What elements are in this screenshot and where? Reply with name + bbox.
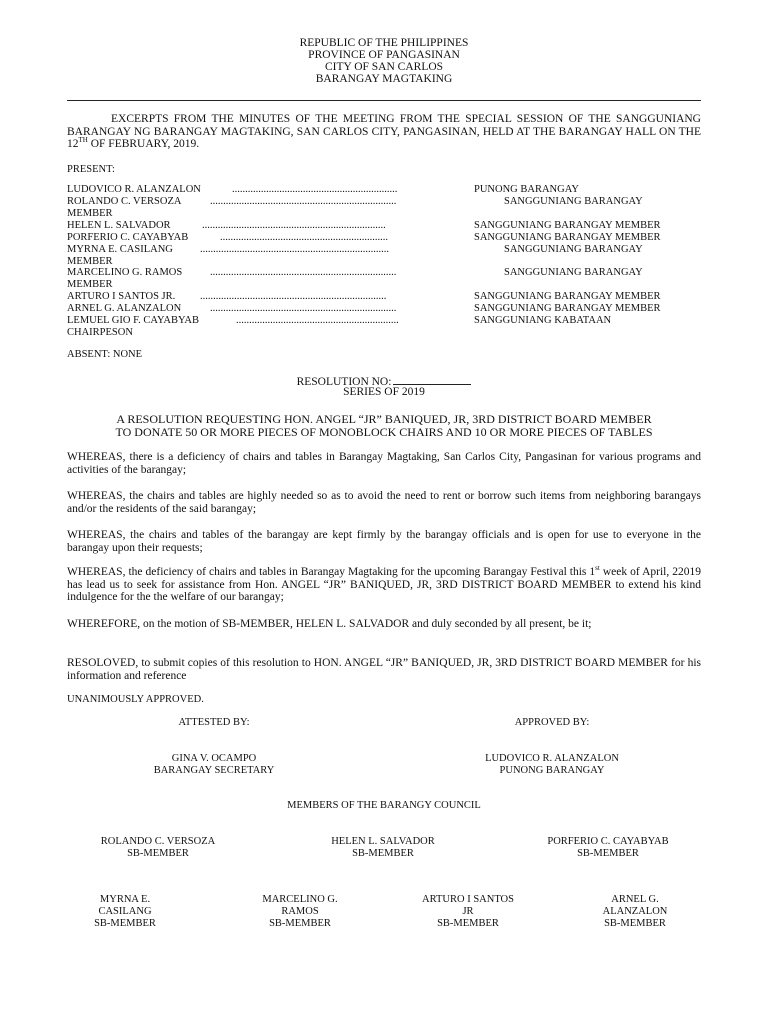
attendee-name: MYRNA E. CASILANG	[67, 244, 173, 255]
leader-dots: ........................................................................	[200, 244, 389, 255]
attendee-name: ROLANDO C. VERSOZA	[67, 196, 182, 207]
attendee-position-continued: MEMBER	[67, 208, 113, 219]
council-member-name: MYRNA E.	[99, 894, 151, 905]
leader-dots: .......................................................................	[210, 196, 397, 207]
header-divider	[67, 100, 701, 101]
council-member-name-continued: RAMOS	[281, 906, 319, 917]
council-member-name-continued: ALANZALON	[602, 906, 668, 917]
attendee-position: PUNONG BARANGAY	[474, 184, 579, 195]
captain-name: LUDOVICO R. ALANZALON	[485, 753, 619, 764]
resolution-title-line2: TO DONATE 50 OR MORE PIECES OF MONOBLOCK CHAIRS AND 10 OR MORE PIECES OF TABLES	[115, 425, 653, 439]
council-member-name: ARTURO I SANTOS	[422, 894, 514, 905]
leader-dots: ..............................................................	[236, 315, 399, 326]
resolution-title-line1: A RESOLUTION REQUESTING HON. ANGEL “JR” BANIQUED, JR, 3RD DISTRICT BOARD MEMBER	[116, 412, 652, 426]
attendee-position: SANGGUNIANG BARANGAY MEMBER	[474, 220, 661, 231]
attendee-name: ARTURO I SANTOS JR.	[67, 291, 176, 302]
council-member-name-continued: JR	[462, 906, 474, 917]
leader-dots: ......................................................................	[202, 220, 386, 231]
present-label: PRESENT:	[67, 164, 115, 175]
council-member-title: SB-MEMBER	[127, 848, 189, 859]
council-member-name: MARCELINO G.	[262, 894, 338, 905]
whereas-paragraph-2: WHEREAS, the chairs and tables are highly needed so as to avoid the need to rent or borrow such items from neighboring barangays and/or the residents of the said barangay;	[67, 490, 701, 515]
resolved-paragraph: RESOLOVED, to submit copies of this resolution to HON. ANGEL “JR” BANIQUED, JR, 3RD DISTRICT BOARD MEMBER for his information and reference	[67, 657, 701, 682]
leader-dots: .......................................................................	[210, 267, 397, 278]
leader-dots: .......................................................................	[200, 291, 387, 302]
attendee-position: SANGGUNIANG BARANGAY MEMBER	[474, 303, 661, 314]
header-province: PROVINCE OF PANGASINAN	[308, 49, 460, 61]
attendee-position: SANGGUNIANG BARANGAY MEMBER	[474, 291, 661, 302]
council-member-title: SB-MEMBER	[437, 918, 499, 929]
whereas-paragraph-3: WHEREAS, the chairs and tables of the barangay are kept firmly by the barangay officials and is open for use to everyone in the barangay upon their requests;	[67, 529, 701, 554]
council-member-name: HELEN L. SALVADOR	[331, 836, 435, 847]
attendee-name: PORFERIO C. CAYABYAB	[67, 232, 189, 243]
council-member-name: ARNEL G.	[611, 894, 659, 905]
council-member-name: PORFERIO C. CAYABYAB	[547, 836, 669, 847]
header-barangay: BARANGAY MAGTAKING	[315, 73, 453, 85]
council-member-title: SB-MEMBER	[352, 848, 414, 859]
attendee-name: MARCELINO G. RAMOS	[67, 267, 183, 278]
attendee-position-continued: CHAIRPESON	[67, 327, 133, 338]
council-heading: MEMBERS OF THE BARANGY COUNCIL	[287, 800, 481, 811]
resolution-number: RESOLUTION NO:	[0, 374, 768, 388]
resolution-series: SERIES OF 2019	[343, 386, 425, 398]
attendee-name: LEMUEL GIO F. CAYABYAB	[67, 315, 199, 326]
council-member-title: SB-MEMBER	[269, 918, 331, 929]
secretary-name: GINA V. OCAMPO	[171, 753, 257, 764]
attendee-position: SANGGUNIANG BARANGAY	[504, 267, 643, 278]
council-member-name-continued: CASILANG	[98, 906, 152, 917]
attendee-position: SANGGUNIANG BARANGAY	[504, 196, 643, 207]
unanimously-approved: UNANIMOUSLY APPROVED.	[67, 694, 204, 705]
attendee-position-continued: MEMBER	[67, 256, 113, 267]
absent-line: ABSENT: NONE	[67, 349, 143, 360]
leader-dots: ...............................................................	[232, 184, 398, 195]
whereas-paragraph-1: WHEREAS, there is a deficiency of chairs and tables in Barangay Magtaking, San Carlos City, Pangasinan for various programs and activities of the barangay;	[67, 451, 701, 476]
attendee-position-continued: MEMBER	[67, 279, 113, 290]
council-member-title: SB-MEMBER	[94, 918, 156, 929]
attendee-name: HELEN L. SALVADOR	[67, 220, 171, 231]
attendee-position: SANGGUNIANG BARANGAY MEMBER	[474, 232, 661, 243]
council-member-title: SB-MEMBER	[577, 848, 639, 859]
approved-by-label: APPROVED BY:	[514, 717, 590, 728]
header-republic: REPUBLIC OF THE PHILIPPINES	[299, 37, 469, 49]
attendee-name: LUDOVICO R. ALANZALON	[67, 184, 201, 195]
wherefore-paragraph: WHEREFORE, on the motion of SB-MEMBER, HELEN L. SALVADOR and duly seconded by all present, be it;	[67, 618, 592, 630]
leader-dots: .......................................................................	[210, 303, 397, 314]
intro-paragraph: EXCERPTS FROM THE MINUTES OF THE MEETING FROM THE SPECIAL SESSION OF THE SANGGUNIANG BARANGAY NG BARANGAY MAGTAKING, SAN CARLOS CITY, PANGASINAN, HELD AT THE BARANGAY HALL ON THE 12TH OF FEBRUARY, 2019.	[67, 113, 701, 150]
attendee-position: SANGGUNIANG KABATAAN	[474, 315, 612, 326]
resolution-number-blank	[393, 374, 471, 385]
council-member-title: SB-MEMBER	[604, 918, 666, 929]
header-city: CITY OF SAN CARLOS	[324, 61, 444, 73]
council-member-name: ROLANDO C. VERSOZA	[100, 836, 216, 847]
whereas-paragraph-4: WHEREAS, the deficiency of chairs and tables in Barangay Magtaking for the upcoming Barangay Festival this 1st week of April, 22019 has lead us to seek for assistance from Hon. ANGEL “JR” BANIQUED, JR, 3RD DISTRICT BOARD MEMBER to extend his kind indulgence for the the welfare of our barangay;	[67, 564, 701, 603]
captain-title: PUNONG BARANGAY	[499, 765, 605, 776]
attendee-name: ARNEL G. ALANZALON	[67, 303, 182, 314]
attested-by-label: ATTESTED BY:	[178, 717, 250, 728]
leader-dots: ................................................................	[220, 232, 388, 243]
secretary-title: BARANGAY SECRETARY	[153, 765, 275, 776]
attendee-position: SANGGUNIANG BARANGAY	[504, 244, 643, 255]
